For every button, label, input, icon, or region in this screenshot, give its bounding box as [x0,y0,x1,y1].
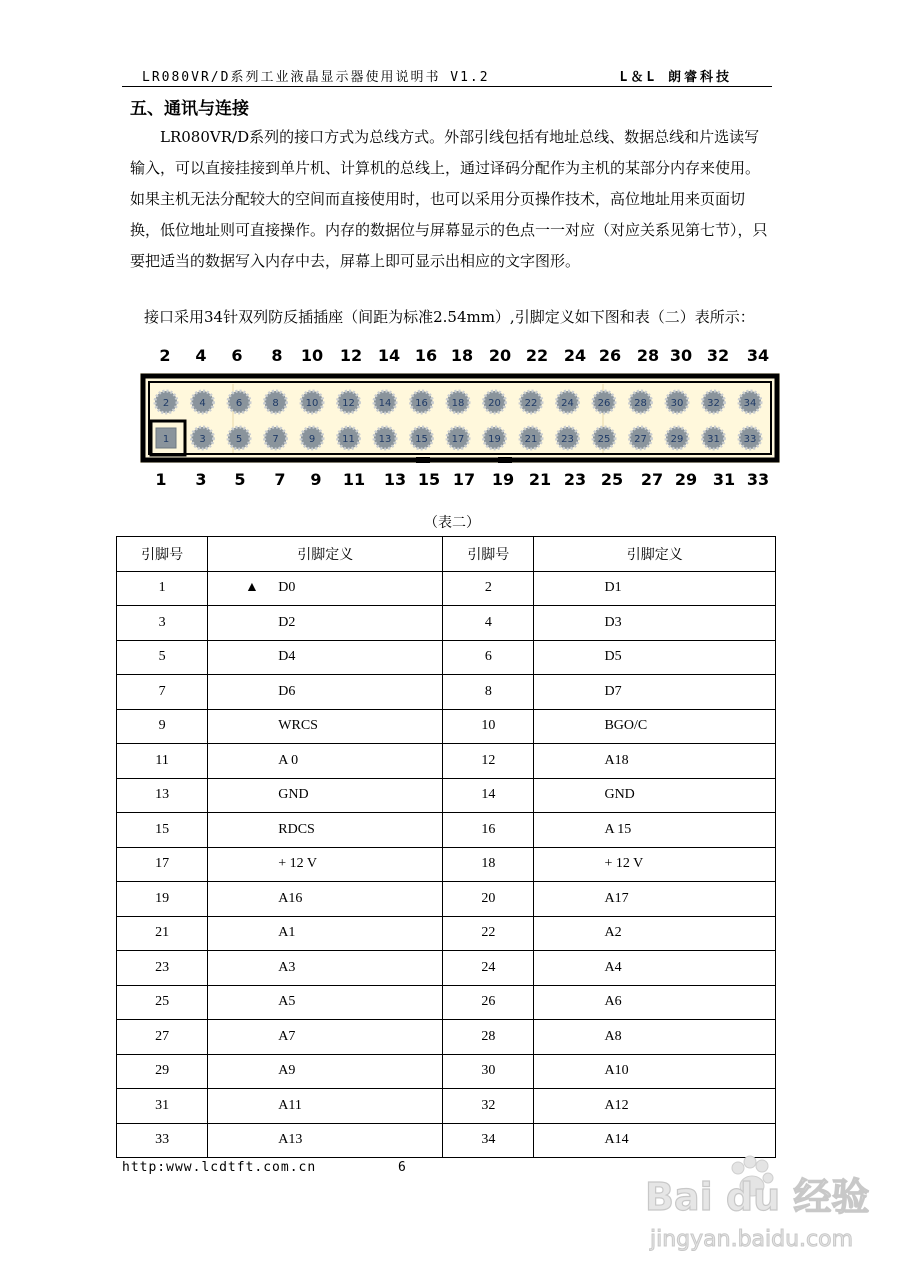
pin-number-cell: 17 [117,847,208,882]
watermark-brand: Bai du 经验 [645,1175,870,1219]
table-row [117,709,776,744]
pin-pad-label: 34 [743,398,757,409]
pin-definition-cell: A1 [208,916,443,951]
pin-pad-label: 11 [342,434,355,445]
table-row [117,675,776,710]
pin-definition-cell: BGO/C [534,709,776,744]
bottom-pin-label-25: 25 [600,470,624,489]
pin-definition-cell: A16 [208,882,443,917]
paragraph-text: LR080VR/D系列的接口方式为总线方式。外部引线包括有地址总线、数据总线和片选读写输入，可以直接挂接到单片机、计算机的总线上，通过译码分配作为主机的某部分内存来使用。如果主机无法分配较大的空间而直接使用时，也可以采用分页操作技术，高位地址用来页面切换，低位地址则可直接操作。内存的数据位与屏幕显示的色点一一对应（对应关系见第七节），只要把适当的数据写入内存中去，屏幕上即可显示出相应的文字图形。 [130,128,768,270]
table-row [117,882,776,917]
table-row [117,985,776,1020]
pin-pad-label: 13 [378,434,392,445]
bottom-pin-label-11: 11 [342,470,366,489]
pin-definition-cell: A4 [534,951,776,986]
top-pin-number-row [0,346,904,370]
top-pin-label-4: 4 [195,346,207,365]
pin-number-cell: 16 [443,813,534,848]
header-pin-definition: 引脚定义 [534,537,776,572]
table-row [117,1020,776,1055]
pin-number-cell: 13 [117,778,208,813]
pin-number-cell: 5 [117,640,208,675]
pin-definition-cell: A3 [208,951,443,986]
pin-pad-label: 24 [561,398,574,409]
table-row [117,951,776,986]
table-caption: （表二） [424,515,480,531]
pin-definition-cell: A7 [208,1020,443,1055]
page-header [122,62,772,87]
pin-definition-cell: A10 [534,1054,776,1089]
pin-definition-table [116,536,776,1158]
pin-number-cell: 23 [117,951,208,986]
header-title: LR080VR/D系列工业液晶显示器使用说明书 V1.2 [142,70,490,85]
pin-definition-cell: A11 [208,1089,443,1124]
pin-definition-cell: GND [534,778,776,813]
table-row [117,640,776,675]
pin-definition-cell: A 15 [534,813,776,848]
top-pin-label-10: 10 [300,346,324,365]
top-pin-label-16: 16 [414,346,438,365]
pin-number-cell: 29 [117,1054,208,1089]
pin-number-cell: 33 [117,1123,208,1158]
pin-number-cell: 11 [117,744,208,779]
bottom-pin-label-5: 5 [234,470,246,489]
pin-definition-cell: D6 [208,675,443,710]
pin1-marker-icon: ▲ [245,579,259,595]
table-row [117,744,776,779]
pin-definition-cell: A18 [534,744,776,779]
top-pin-label-26: 26 [598,346,622,365]
connector-diagram [140,373,780,463]
pin-definition-cell: D3 [534,606,776,641]
pin-pad-label: 12 [342,398,355,409]
pin-pad-label: 8 [272,398,279,409]
header-pin-definition: 引脚定义 [208,537,443,572]
header-pin-number: 引脚号 [443,537,534,572]
bottom-pin-label-33: 33 [746,470,770,489]
table-row [117,1089,776,1124]
pin-number-text: 1 [158,580,166,596]
pin-number-cell: 24 [443,951,534,986]
pin-number-cell: 27 [117,1020,208,1055]
top-pin-label-30: 30 [669,346,693,365]
pin-pad-label: 22 [524,398,538,409]
pin-definition-cell: + 12 V [534,847,776,882]
pin-pad-label: 3 [199,434,206,445]
pin-number-cell: 28 [443,1020,534,1055]
pin-pad-label: 33 [743,434,757,445]
pin-pad-label: 4 [199,398,206,409]
table-header-row [117,537,776,572]
bottom-pin-label-17: 17 [452,470,476,489]
pin-number-cell: 15 [117,813,208,848]
intro-paragraph [130,122,770,277]
bottom-pin-label-21: 21 [528,470,552,489]
pin-pad-label: 21 [524,434,538,445]
pin-number-cell: 22 [443,916,534,951]
top-pin-label-24: 24 [563,346,587,365]
pin-pad-label: 29 [670,434,684,445]
page-number: 6 [398,1160,407,1175]
pin-number-cell: 20 [443,882,534,917]
pin-pad-label: 17 [451,434,465,445]
pin-pad-label: 19 [488,434,501,445]
pin-pad-label: 1 [162,434,170,445]
pin-pad-label: 2 [162,398,170,409]
pin-pad-label: 28 [634,398,647,409]
pin-pad-label: 30 [670,398,684,409]
pin-definition-cell: A9 [208,1054,443,1089]
top-pin-label-6: 6 [231,346,243,365]
table-row [117,847,776,882]
pin-definition-cell: D7 [534,675,776,710]
interface-description: 接口采用34针双列防反插插座（间距为标准2.54mm）,引脚定义如下图和表（二）表所示： [144,308,755,326]
pin-pad-label: 18 [451,398,465,409]
pin-number-cell [117,571,259,606]
pin-pad-label: 26 [597,398,611,409]
pin-pad-label: 7 [272,434,279,445]
pin-definition-cell: A 0 [208,744,443,779]
pin-definition-cell: + 12 V [208,847,443,882]
pin-definition-cell: A6 [534,985,776,1020]
pin-definition-cell: A2 [534,916,776,951]
header-company: L＆L 朗睿科技 [619,70,732,85]
top-pin-label-8: 8 [271,346,283,365]
pin-pad-label: 14 [378,398,392,409]
top-pin-label-2: 2 [159,346,171,365]
pin-definition-cell: A12 [534,1089,776,1124]
bottom-pin-label-7: 7 [274,470,286,489]
pin-pad-label: 5 [235,434,243,445]
table-row [117,778,776,813]
table-row [117,571,776,606]
pin-number-cell: 9 [117,709,208,744]
pin-pad-label: 10 [305,398,319,409]
pin-definition-cell: A8 [534,1020,776,1055]
bottom-pin-label-27: 27 [640,470,664,489]
pin-number-cell: 25 [117,985,208,1020]
top-pin-label-32: 32 [706,346,730,365]
top-pin-label-28: 28 [636,346,660,365]
pin-number-cell: 18 [443,847,534,882]
section-title: 五、通讯与连接 [130,99,249,119]
bottom-pin-label-19: 19 [491,470,515,489]
pin-number-cell: 8 [443,675,534,710]
pin-definition-cell: A5 [208,985,443,1020]
bottom-pin-label-3: 3 [195,470,207,489]
top-pin-label-12: 12 [339,346,363,365]
pin-number-cell: 21 [117,916,208,951]
bottom-pin-label-23: 23 [563,470,587,489]
pin-definition-cell: D1 [534,571,776,606]
connector-key-notch [498,457,512,463]
pin-pad-label: 25 [597,434,611,445]
pin-pad-label: 16 [415,398,428,409]
top-pin-label-34: 34 [746,346,770,365]
pin-number-cell: 30 [443,1054,534,1089]
header-pin-number: 引脚号 [117,537,208,572]
pin-pad-label: 6 [235,398,243,409]
pin-definition-cell: WRCS [208,709,443,744]
top-pin-label-22: 22 [525,346,549,365]
pin-number-cell: 6 [443,640,534,675]
pin-definition-cell: A14 [534,1123,776,1158]
bottom-pin-label-15: 15 [417,470,441,489]
pin-definition-cell: A13 [208,1123,443,1158]
footer-url: http:www.lcdtft.com.cn [122,1160,317,1175]
pin-number-cell: 10 [443,709,534,744]
pin-definition-cell: GND [208,778,443,813]
pin-number-cell: 31 [117,1089,208,1124]
pin-number-cell: 14 [443,778,534,813]
pin-number-cell: 19 [117,882,208,917]
pin-number-cell: 2 [443,571,534,606]
pin-definition-cell: D0 [208,571,443,606]
top-pin-label-14: 14 [377,346,401,365]
bottom-pin-label-31: 31 [712,470,736,489]
pin-number-cell: 7 [117,675,208,710]
pin-pad-label: 27 [634,434,647,445]
bottom-pin-label-1: 1 [155,470,167,489]
pin-number-cell: 3 [117,606,208,641]
table-row [117,606,776,641]
pin-number-cell: 26 [443,985,534,1020]
pin-number-cell: 12 [443,744,534,779]
page-footer [122,1160,407,1175]
pin-pad-label: 32 [707,398,720,409]
connector-key-notch [416,457,430,463]
bottom-pin-number-row [0,470,904,494]
table-row [117,1054,776,1089]
pin-definition-cell: RDCS [208,813,443,848]
pin-number-cell: 34 [443,1123,534,1158]
pin-pad-label: 9 [308,434,316,445]
bottom-pin-label-13: 13 [383,470,407,489]
pin-definition-cell: A17 [534,882,776,917]
bottom-pin-label-9: 9 [310,470,322,489]
top-pin-label-18: 18 [450,346,474,365]
pin-definition-cell: D2 [208,606,443,641]
pin-pad-label: 15 [415,434,428,445]
pin-pad-label: 31 [707,434,720,445]
top-pin-label-20: 20 [488,346,512,365]
pin-definition-cell: D4 [208,640,443,675]
pin-number-cell: 4 [443,606,534,641]
pin-number-cell: 32 [443,1089,534,1124]
bottom-pin-label-29: 29 [674,470,698,489]
baidu-watermark-logo [640,1150,870,1260]
pin-pad-label: 23 [561,434,574,445]
table-row [117,916,776,951]
pin-pad-label: 20 [488,398,501,409]
pin-definition-cell: D5 [534,640,776,675]
table-row [117,813,776,848]
watermark-url: jingyan.baidu.com [650,1227,854,1252]
